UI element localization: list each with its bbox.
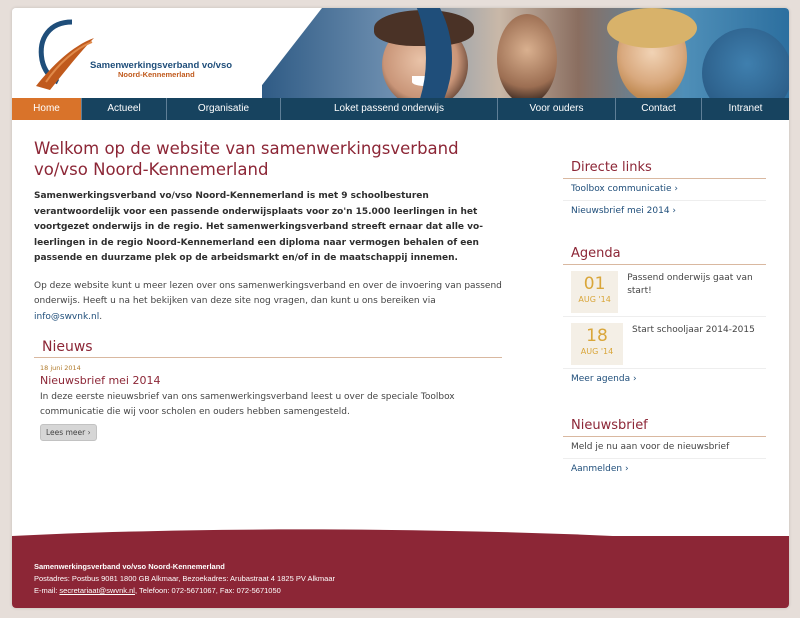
nav-organisatie[interactable]: Organisatie (167, 98, 281, 120)
main-nav (12, 98, 789, 120)
footer-email-link[interactable]: secretariaat@swvnk.nl (59, 586, 135, 595)
info-email-suffix: . (99, 311, 103, 322)
read-more-button[interactable]: Lees meer › (40, 424, 97, 441)
nav-home[interactable]: Home (12, 98, 82, 120)
header (12, 8, 789, 98)
logo-subtitle: Noord-Kennemerland (118, 70, 195, 79)
direct-links-heading: Directe links (563, 160, 766, 179)
footer-phones: , Telefoon: 072-5671067, Fax: 072-5671050 (134, 586, 281, 595)
footer (12, 536, 789, 608)
link-toolbox-communicatie[interactable]: Toolbox communicatie › (563, 179, 766, 201)
news-summary: In deze eerste nieuwsbrief van ons samenwerkingsverband leest u over de speciale Toolbox communicatie die wij voor scholen en ouders hebben samengesteld. (40, 392, 455, 417)
more-agenda-link[interactable]: Meer agenda › (571, 374, 637, 384)
logo-name: Samenwerkingsverband vo/vso (90, 60, 233, 71)
footer-email-label: E-mail: (34, 586, 60, 595)
agenda-month: AUG '14 (578, 295, 611, 304)
info-text: Op deze website kunt u meer lezen over ons samenwerkingsverband en over de invoering van passend onderwijs. Heeft u na het bekijken van deze site nog vragen, dan kunt u ons bereiken via (34, 280, 502, 306)
agenda-item[interactable] (563, 317, 766, 369)
agenda-item[interactable] (563, 265, 766, 317)
agenda-day: 18 (586, 326, 608, 346)
news-date: 18 juni 2014 (40, 364, 81, 372)
footer-address: Postadres: Postbus 9081 1800 GB Alkmaar, Bezoekadres: Arubastraat 4 1825 PV Alkmaar (34, 574, 336, 583)
nav-voor-ouders[interactable]: Voor ouders (498, 98, 616, 120)
news-heading: Nieuws (34, 339, 502, 358)
sidebar (563, 160, 766, 480)
agenda-date (571, 271, 618, 313)
footer-contact (34, 586, 281, 595)
nav-intranet[interactable]: Intranet (728, 103, 763, 114)
newsletter-text: Meld je nu aan voor de nieuwsbrief (563, 437, 766, 459)
footer-org: Samenwerkingsverband vo/vso Noord-Kennemerland (34, 562, 225, 571)
agenda-day: 01 (583, 274, 606, 294)
link-nieuwsbrief-mei[interactable]: Nieuwsbrief mei 2014 › (571, 206, 677, 216)
info-email-link[interactable]: info@swvnk.nl (34, 311, 100, 322)
newsletter-signup-link[interactable]: Aanmelden › (571, 464, 629, 474)
page-title: Welkom op de website van samenwerkingsverband vo/vso Noord-Kennemerland (34, 139, 459, 179)
header-banner-image (262, 8, 789, 98)
logo-swoosh-icon (32, 16, 102, 96)
main-content (34, 138, 504, 441)
info-paragraph (34, 279, 504, 326)
agenda-text: Passend onderwijs gaat van start! (627, 273, 753, 296)
page-frame (12, 8, 789, 608)
intro-text: Samenwerkingsverband vo/vso Noord-Kennemerland is met 9 schoolbesturen verantwoordelijk voor een passende onderwijsplaats voor zo'n 15.000 leerlingen in het voortgezet onderwijs in de regio. Het samenwerkingsverband streeft ernaar dat alle vo-leerlingen in de regio Noord-Kennemerland een diploma naar vermogen behalen of een passende en duurzame plek op de arbeidsmarkt en/of in de maatschappij innemen. (34, 191, 483, 263)
news-title-link[interactable]: Nieuwsbrief mei 2014 (40, 374, 161, 387)
agenda-heading: Agenda (563, 246, 766, 265)
agenda-text: Start schooljaar 2014-2015 (632, 325, 755, 335)
newsletter-heading: Nieuwsbrief (563, 418, 766, 437)
nav-actueel[interactable]: Actueel (82, 98, 167, 120)
agenda-date (571, 323, 623, 365)
logo[interactable] (32, 16, 252, 96)
agenda-month: AUG '14 (580, 347, 614, 356)
nav-loket-passend-onderwijs[interactable]: Loket passend onderwijs (281, 98, 498, 120)
nav-contact[interactable]: Contact (616, 98, 702, 120)
